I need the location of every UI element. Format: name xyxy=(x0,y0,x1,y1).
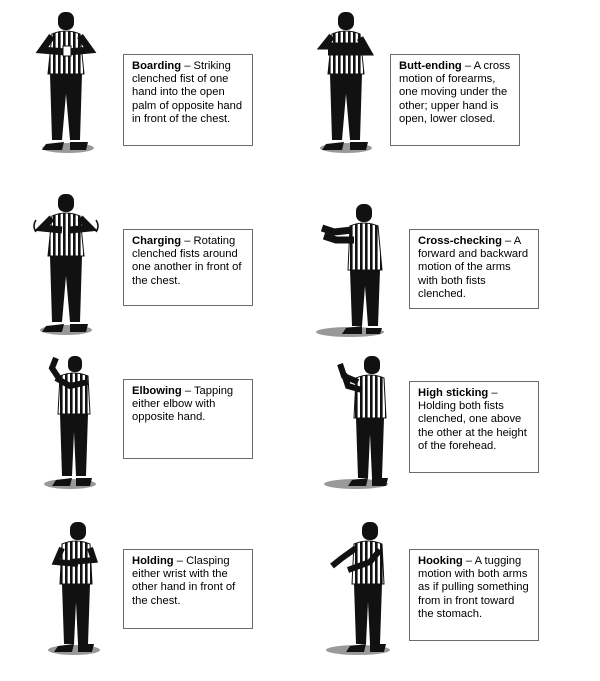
signal-card-high-sticking xyxy=(409,381,539,473)
signal-description: – Striking clenched fist of one hand into the open palm of opposite hand in front of the chest. xyxy=(132,60,243,125)
referee-boarding-figure xyxy=(28,8,118,156)
referee-holding-figure xyxy=(30,518,120,658)
referee-elbowing-figure xyxy=(30,352,110,492)
signal-card-holding xyxy=(123,549,253,629)
signal-description: – Tapping either elbow with opposite hand. xyxy=(132,385,234,424)
signal-term: Hooking xyxy=(418,555,463,567)
signal-card-cross-checking xyxy=(409,229,539,309)
signal-term: Butt-ending xyxy=(399,60,462,72)
signal-card-hooking xyxy=(409,549,539,641)
signal-description: – A cross motion of forearms, one moving under the other; upper hand is open, lower closed. xyxy=(399,60,511,125)
referee-cross-checking-figure xyxy=(290,200,400,340)
signal-description: – Holding both fists clenched, one above the other at the height of the forehead. xyxy=(418,387,527,452)
referee-charging-figure xyxy=(28,190,118,338)
referee-hooking-figure xyxy=(300,518,400,658)
signal-term: Cross-checking xyxy=(418,235,502,247)
signal-term: Charging xyxy=(132,235,182,247)
signal-card-elbowing xyxy=(123,379,253,459)
referee-high-sticking-figure xyxy=(300,352,400,492)
signal-card-boarding xyxy=(123,54,253,146)
signal-card-charging xyxy=(123,229,253,306)
signal-description: – Clasping either wrist with the other hand in front of the chest. xyxy=(132,555,236,607)
signal-description: – Rotating clenched fists around one another in front of the chest. xyxy=(132,235,242,287)
referee-butt-ending-figure xyxy=(308,8,398,156)
signal-term: Elbowing xyxy=(132,385,182,397)
signal-term: High sticking xyxy=(418,387,489,399)
signal-term: Holding xyxy=(132,555,174,567)
signal-card-butt-ending xyxy=(390,54,520,146)
signal-description: – A forward and backward motion of the arms with both fists clenched. xyxy=(418,235,529,300)
signal-description: – A tugging motion with both arms as if pulling something from in front toward the stomach. xyxy=(418,555,529,620)
signal-term: Boarding xyxy=(132,60,182,72)
